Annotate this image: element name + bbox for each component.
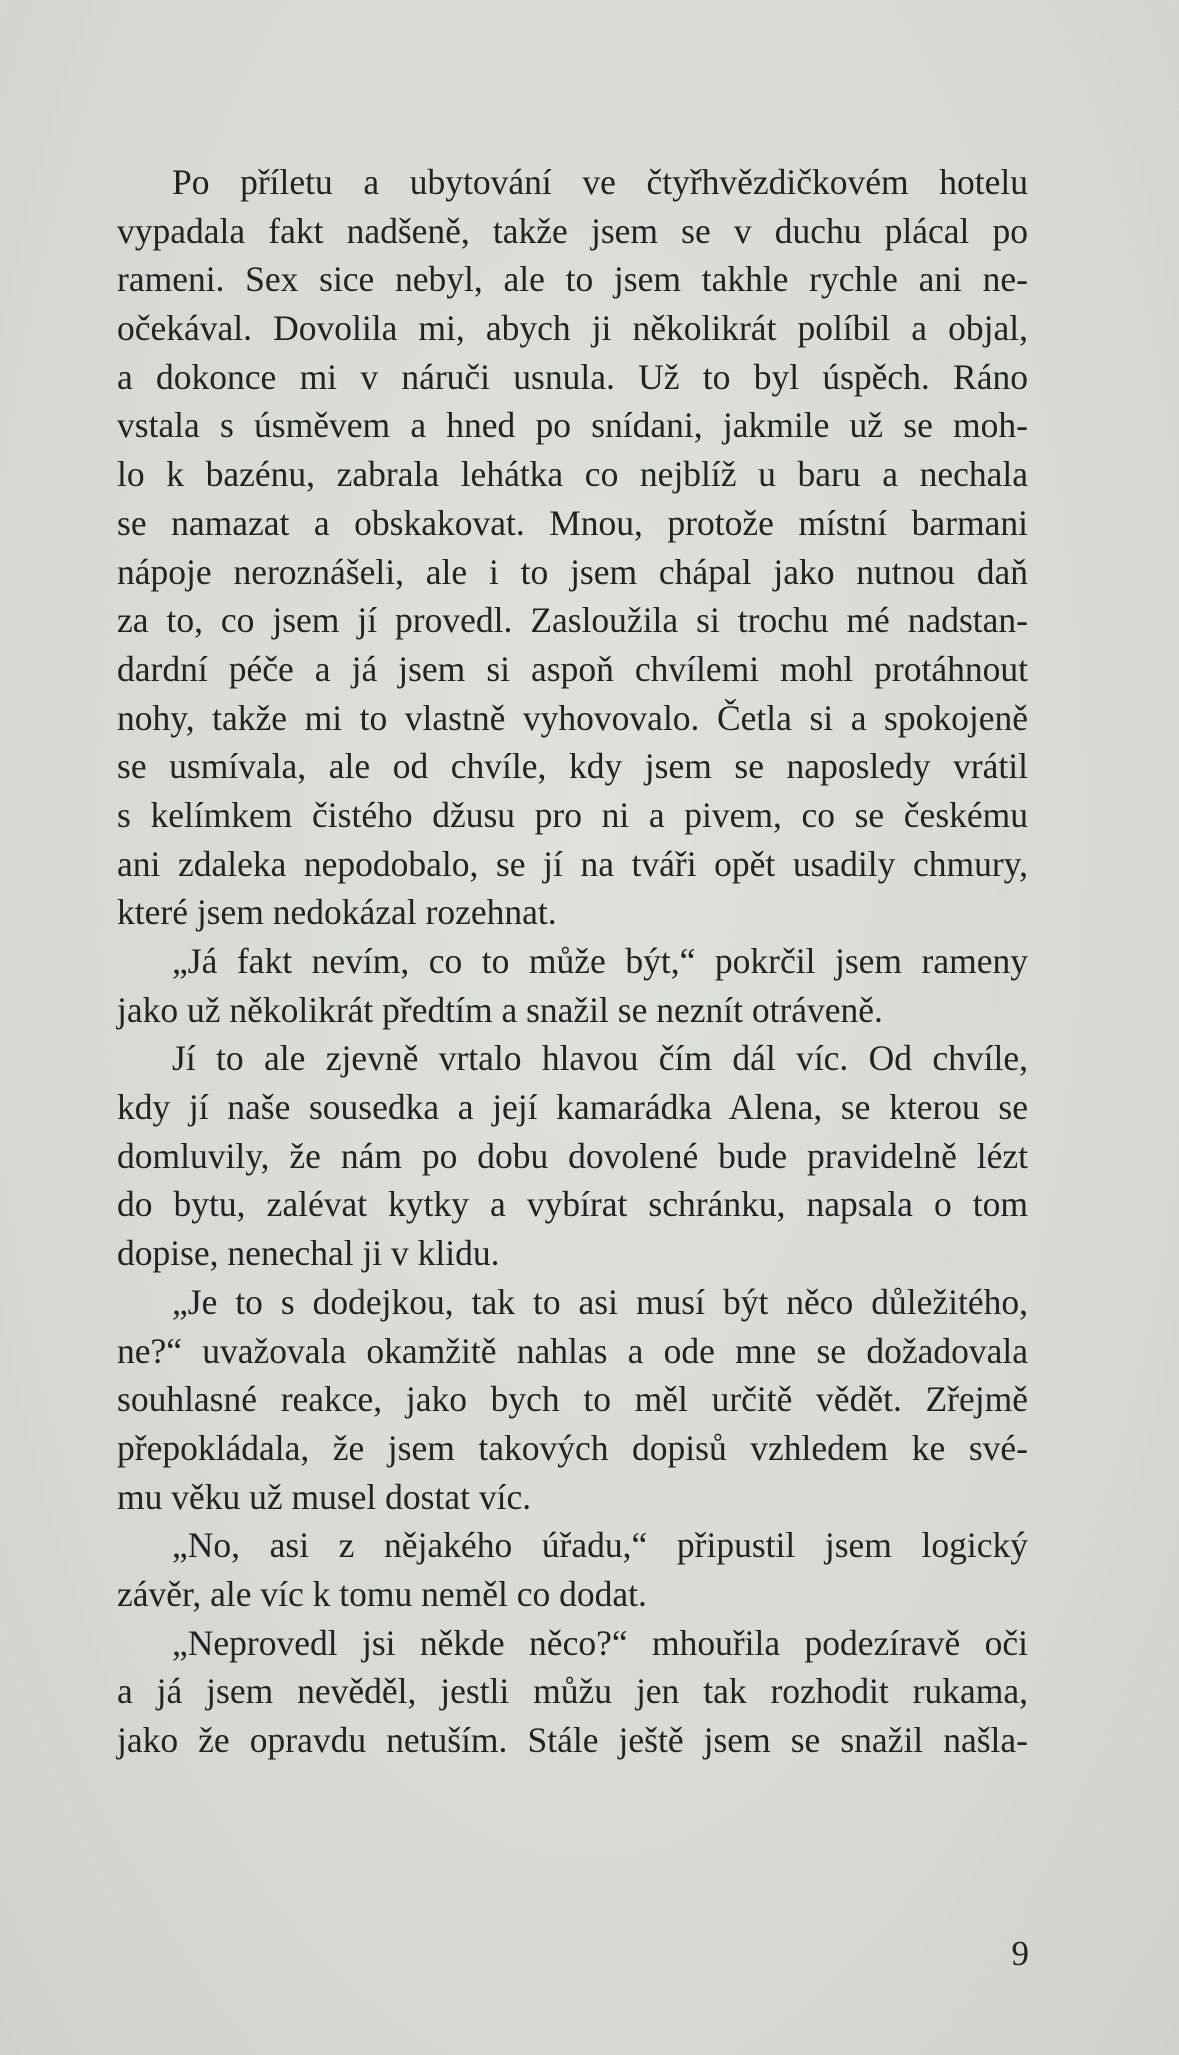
page-text xyxy=(117,158,1028,1765)
text-line: souhlasné reakce, jako bych to měl určitě vědět. Zřejmě xyxy=(117,1379,1028,1420)
text-line: závěr, ale víc k tomu neměl co dodat. xyxy=(117,1573,647,1614)
text-line: „Je to s dodejkou, tak to asi musí být něco důležitého, xyxy=(172,1281,1028,1322)
text-line: nohy, takže mi to vlastně vyhovovalo. Četla si a spokojeně xyxy=(117,697,1028,738)
text-line: a dokonce mi v náruči usnula. Už to byl úspěch. Ráno xyxy=(117,356,1028,397)
text-line: kdy jí naše sousedka a její kamarádka Alena, se kterou se xyxy=(117,1087,1028,1128)
text-line: „No, asi z nějakého úřadu,“ připustil jsem logický xyxy=(172,1525,1028,1566)
text-line: dardní péče a já jsem si aspoň chvílemi mohl protáhnout xyxy=(117,648,1028,689)
text-line: se namazat a obskakovat. Mnou, protože místní barmani xyxy=(117,502,1028,543)
text-line: očekával. Dovolila mi, abych ji několikrát políbil a objal, xyxy=(117,308,1028,349)
text-line: jako už několikrát předtím a snažil se neznít otráveně. xyxy=(117,989,883,1030)
text-line: s kelímkem čistého džusu pro ni a pivem, co se českému xyxy=(117,794,1028,835)
text-line: Po příletu a ubytování ve čtyřhvězdičkovém hotelu xyxy=(172,162,1028,202)
text-line: dopise, nenechal ji v klidu. xyxy=(117,1233,500,1274)
text-line: „Neprovedl jsi někde něco?“ mhouřila podezíravě oči xyxy=(172,1622,1028,1663)
text-line: a já jsem nevěděl, jestli můžu jen tak rozhodit rukama, xyxy=(117,1671,1028,1712)
text-line: které jsem nedokázal rozehnat. xyxy=(117,892,557,933)
text-line: ani zdaleka nepodobalo, se jí na tváři opět usadily chmury, xyxy=(117,843,1028,884)
text-line: rameni. Sex sice nebyl, ale to jsem takhle rychle ani ne- xyxy=(117,259,1028,300)
text-line: vstala s úsměvem a hned po snídani, jakmile už se moh- xyxy=(117,405,1028,446)
text-line: lo k bazénu, zabrala lehátka co nejblíž u baru a nechala xyxy=(117,454,1028,495)
text-line: nápoje neroznášeli, ale i to jsem chápal jako nutnou daň xyxy=(117,551,1028,592)
text-line: mu věku už musel dostat víc. xyxy=(117,1476,532,1517)
text-line: do bytu, zalévat kytky a vybírat schránku, napsala o tom xyxy=(117,1184,1028,1225)
text-line: za to, co jsem jí provedl. Zasloužila si trochu mé nadstan- xyxy=(117,600,1028,641)
text-line: jako že opravdu netuším. Stále ještě jsem se snažil našla- xyxy=(117,1720,1028,1760)
text-line: domluvily, že nám po dobu dovolené bude pravidelně lézt xyxy=(117,1135,1028,1176)
text-line: se usmívala, ale od chvíle, kdy jsem se naposledy vrátil xyxy=(117,746,1028,787)
text-line: Jí to ale zjevně vrtalo hlavou čím dál víc. Od chvíle, xyxy=(172,1038,1028,1079)
text-line: „Já fakt nevím, co to může být,“ pokrčil jsem rameny xyxy=(172,941,1028,981)
text-line: ne?“ uvažovala okamžitě nahlas a ode mne se dožadovala xyxy=(117,1330,1028,1371)
page-number: 9 xyxy=(1011,1934,1029,1973)
text-line: přepokládala, že jsem takových dopisů vzhledem ke své- xyxy=(117,1427,1028,1468)
text-line: vypadala fakt nadšeně, takže jsem se v duchu plácal po xyxy=(117,210,1028,251)
